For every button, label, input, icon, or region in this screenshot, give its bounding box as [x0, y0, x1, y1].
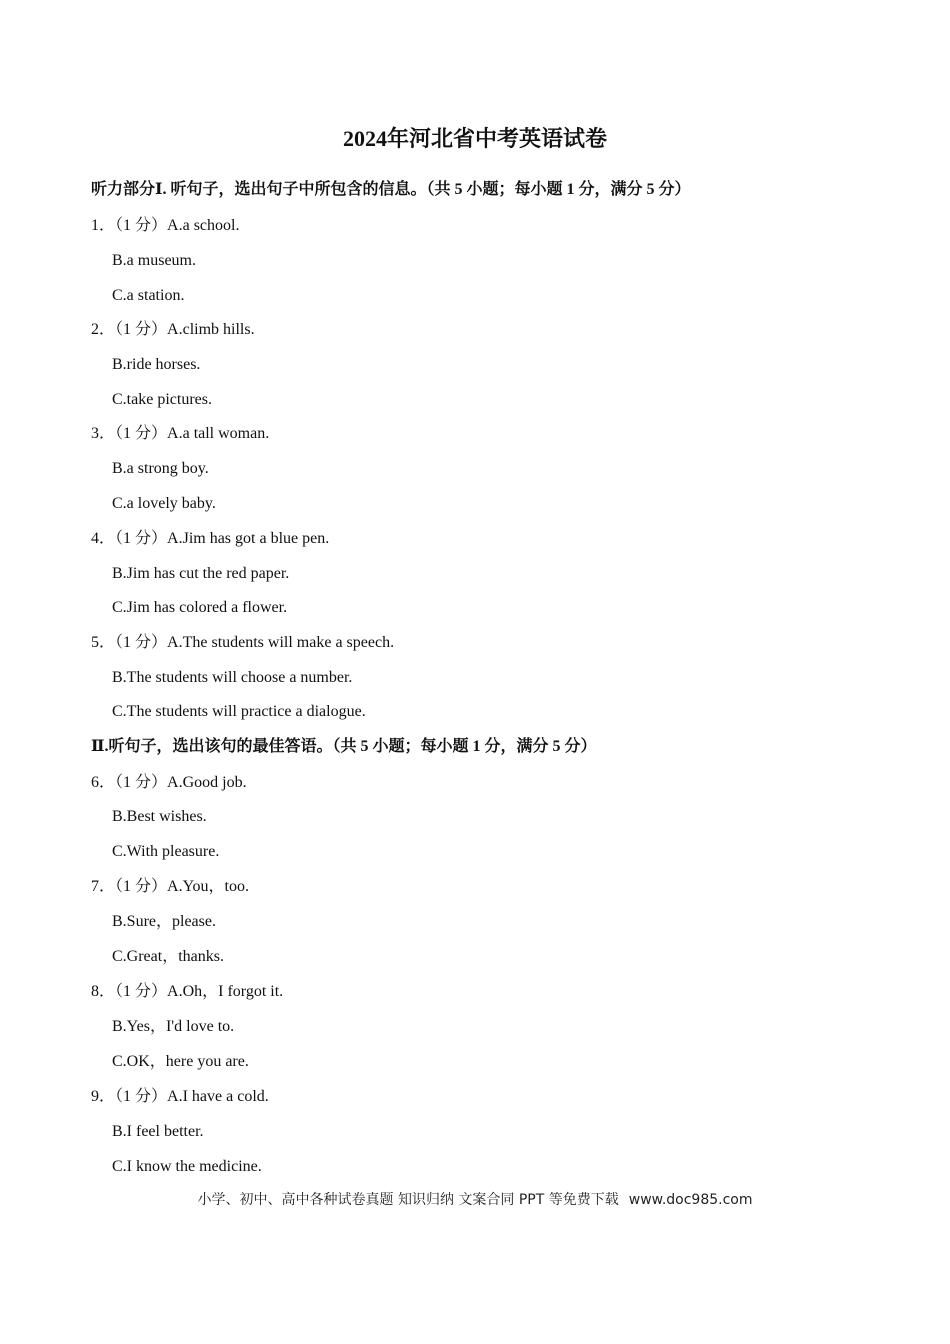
option-a: A.a tall woman. — [167, 425, 270, 442]
option-c: C.With pleasure. — [112, 843, 220, 860]
question-number: 6． — [91, 774, 116, 791]
section-heading-listening-1: 听力部分Ⅰ. 听句子，选出句子中所包含的信息。（共 5 小题；每小题 1 分，满分 5 分） — [91, 181, 691, 198]
option-a: A.I have a cold. — [167, 1088, 269, 1105]
footer-text: 小学、初中、高中各种试卷真题 知识归纳 文案合同 PPT 等免费下载 — [197, 1192, 619, 1208]
question-3 — [91, 422, 269, 446]
option-b: B.a museum. — [112, 252, 196, 269]
option-c: C.OK，here you are. — [112, 1053, 249, 1070]
question-9 — [91, 1085, 269, 1109]
option-c: C.The students will practice a dialogue. — [112, 703, 366, 720]
question-score: （1 分） — [115, 634, 168, 651]
option-b: B.Jim has cut the red paper. — [112, 565, 290, 582]
question-score: （1 分） — [115, 425, 168, 442]
option-c: C.Great，thanks. — [112, 948, 224, 965]
option-b: B.Sure，please. — [112, 913, 216, 930]
option-b: B.I feel better. — [112, 1123, 204, 1140]
question-score: （1 分） — [115, 983, 168, 1000]
question-score: （1 分） — [115, 774, 168, 791]
question-number: 5． — [91, 634, 116, 651]
option-c: C.I know the medicine. — [112, 1158, 262, 1175]
option-a: A.You，too. — [167, 878, 249, 895]
question-score: （1 分） — [115, 878, 168, 895]
question-score: （1 分） — [115, 321, 168, 338]
option-a: A.The students will make a speech. — [167, 634, 395, 651]
question-score: （1 分） — [115, 1088, 168, 1105]
question-1 — [91, 214, 239, 238]
option-b: B.ride horses. — [112, 356, 201, 373]
section-heading-listening-2: Ⅱ.听句子，选出该句的最佳答语。（共 5 小题；每小题 1 分，满分 5 分） — [91, 738, 597, 755]
question-6 — [91, 771, 247, 795]
page-footer — [0, 1189, 950, 1211]
option-b: B.Best wishes. — [112, 808, 207, 825]
option-c: C.a lovely baby. — [112, 495, 216, 512]
option-a: A.a school. — [167, 217, 240, 234]
question-5 — [91, 631, 394, 655]
question-number: 9． — [91, 1088, 116, 1105]
question-score: （1 分） — [115, 530, 168, 547]
option-b: B.a strong boy. — [112, 460, 209, 477]
question-number: 7． — [91, 878, 116, 895]
question-score: （1 分） — [115, 217, 168, 234]
question-number: 3． — [91, 425, 116, 442]
question-number: 2． — [91, 321, 116, 338]
option-b: B.Yes，I'd love to. — [112, 1018, 235, 1035]
question-8 — [91, 980, 283, 1004]
question-7 — [91, 875, 249, 899]
option-c: C.take pictures. — [112, 391, 212, 408]
footer-url-link[interactable]: www.doc985.com — [628, 1192, 753, 1208]
option-c: C.a station. — [112, 287, 185, 304]
option-a: A.Oh，I forgot it. — [167, 983, 284, 1000]
option-a: A.climb hills. — [167, 321, 255, 338]
option-a: A.Good job. — [167, 774, 247, 791]
option-b: B.The students will choose a number. — [112, 669, 353, 686]
question-4 — [91, 527, 329, 551]
question-2 — [91, 318, 255, 342]
option-c: C.Jim has colored a flower. — [112, 599, 288, 616]
page-title: 2024年河北省中考英语试卷 — [342, 126, 607, 151]
question-number: 1． — [91, 217, 116, 234]
question-number: 8． — [91, 983, 116, 1000]
option-a: A.Jim has got a blue pen. — [167, 530, 330, 547]
question-number: 4． — [91, 530, 116, 547]
